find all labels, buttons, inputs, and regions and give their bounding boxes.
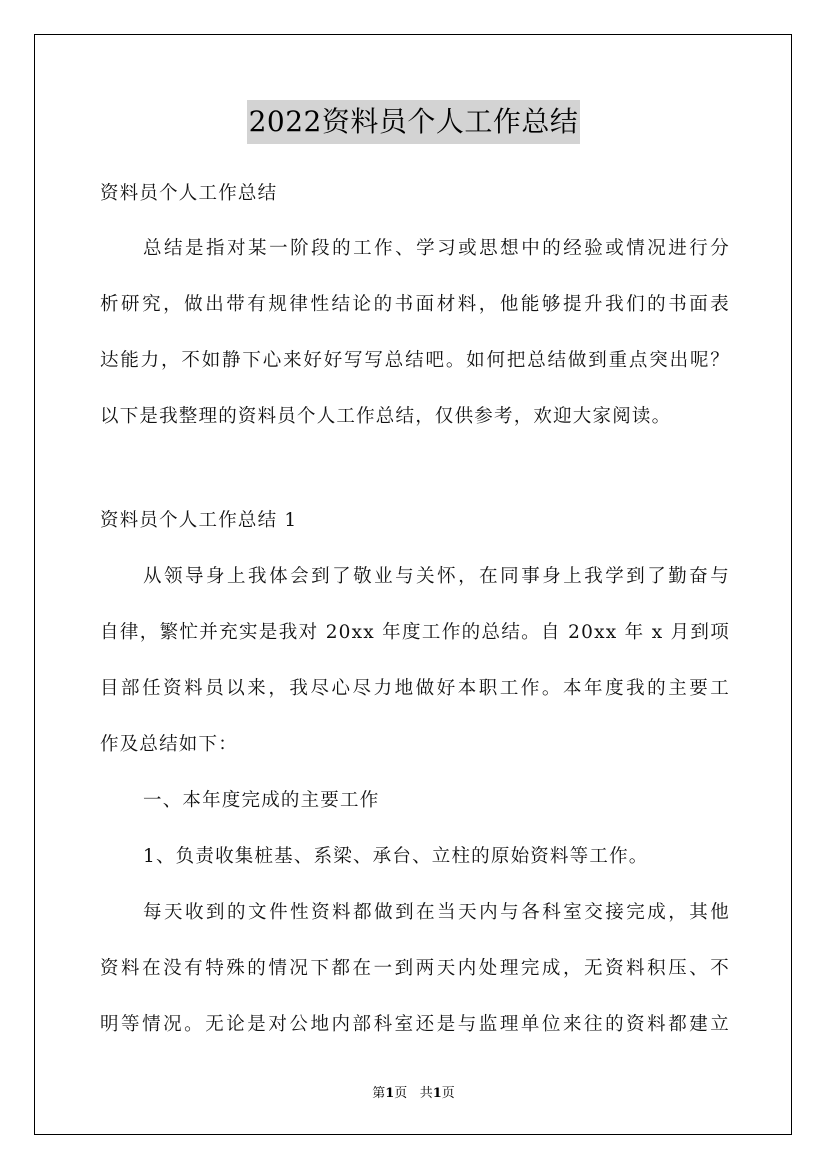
page-number: 1 [385,1086,395,1101]
paragraph-line: 每天收到的文件性资料都做到在当天内与各科室交接完成，其他 [143,902,730,923]
page-prefix: 第 [372,1086,386,1101]
page-footer [0,1082,827,1101]
total-pages: 1 [432,1086,442,1101]
paragraph-line: 自律，繁忙并充实是我对 20xx 年度工作的总结。自 20xx 年 x 月到项 [100,622,730,643]
total-suffix: 页 [441,1086,455,1101]
section-heading: 资料员个人工作总结 [100,183,278,204]
paragraph-line: 从领导身上我体会到了敬业与关怀，在同事身上我学到了勤奋与 [143,566,730,587]
document-title: 2022资料员个人工作总结 [247,100,581,144]
paragraph-line: 达能力，不如静下心来好好写写总结吧。如何把总结做到重点突出呢？ [100,350,730,371]
paragraph-line: 明等情况。无论是对公地内部科室还是与监理单位来往的资料都建立 [100,1014,730,1035]
list-item: 1、负责收集桩基、系梁、承台、立柱的原始资料等工作。 [143,846,649,867]
page-suffix: 页 [394,1086,408,1101]
paragraph-line: 资料在没有特殊的情况下都在一到两天内处理完成，无资料积压、不 [100,958,730,979]
paragraph-line: 析研究，做出带有规律性结论的书面材料，他能够提升我们的书面表 [100,294,730,315]
paragraph-line: 总结是指对某一阶段的工作、学习或思想中的经验或情况进行分 [143,238,730,259]
subheading: 一、本年度完成的主要工作 [143,790,380,811]
title-container [0,100,827,144]
section-heading: 资料员个人工作总结 1 [100,510,298,531]
total-prefix: 共 [419,1086,433,1101]
paragraph-line: 以下是我整理的资料员个人工作总结，仅供参考，欢迎大家阅读。 [100,406,672,427]
paragraph-line: 目部任资料员以来，我尽心尽力地做好本职工作。本年度我的主要工 [100,678,730,699]
paragraph-line: 作及总结如下： [100,734,238,755]
